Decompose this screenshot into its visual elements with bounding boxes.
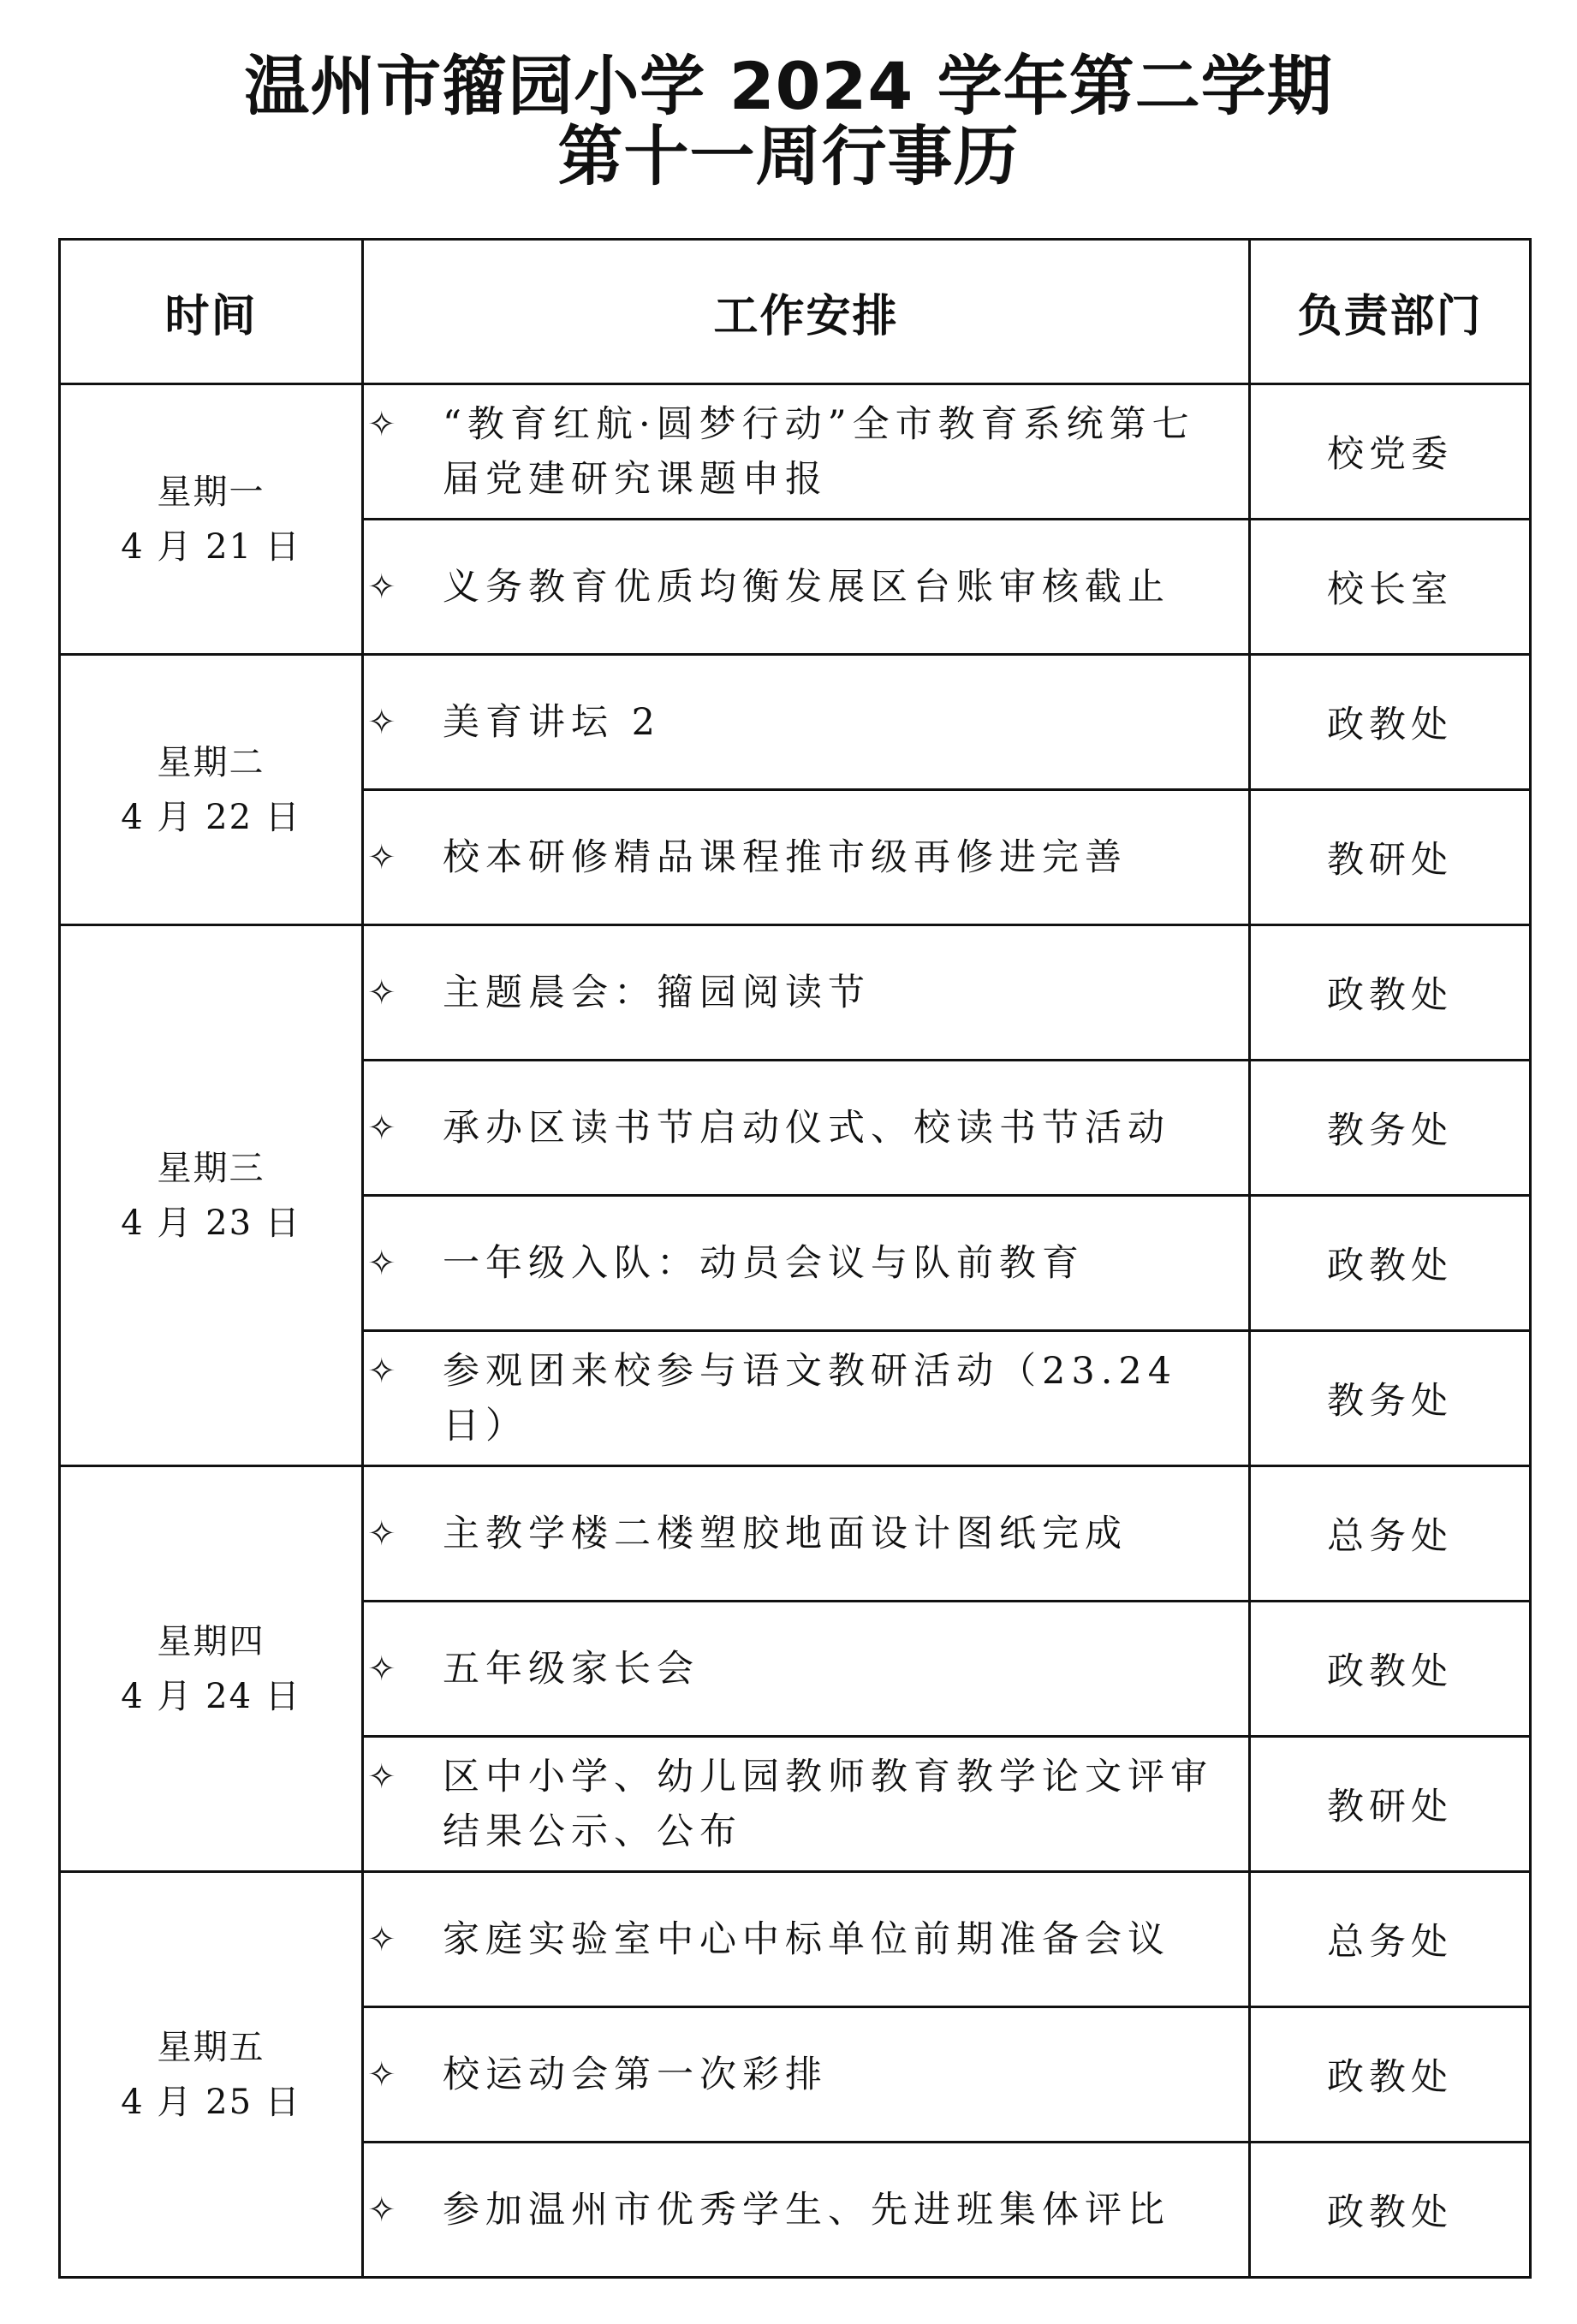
weekday-label: 星期四 <box>157 1621 265 1661</box>
weekday-label: 星期一 <box>157 472 265 512</box>
diamond-bullet-icon: ✧ <box>367 702 402 742</box>
diamond-bullet-icon: ✧ <box>367 1649 402 1689</box>
work-item-text: 主教学楼二楼塑胶地面设计图纸完成 <box>443 1512 1128 1555</box>
dept-cell: 政教处 <box>1250 2007 1531 2143</box>
work-item-text: “教育红航·圆梦行动”全市教育系统第七届党建研究课题申报 <box>443 402 1195 501</box>
work-item <box>363 1737 1250 1872</box>
diamond-bullet-icon: ✧ <box>367 972 402 1013</box>
day-cell-thursday <box>60 1466 363 1872</box>
header-dept: 负责部门 <box>1250 240 1531 384</box>
work-item-text: 主题晨会：籀园阅读节 <box>443 971 871 1014</box>
day-cell-wednesday <box>60 925 363 1466</box>
header-time: 时间 <box>60 240 363 384</box>
header-work: 工作安排 <box>363 240 1250 384</box>
day-cell-tuesday <box>60 655 363 925</box>
table-row <box>60 925 1531 1061</box>
page-title-line2: 第十一周行事历 <box>557 118 1020 194</box>
work-item <box>363 655 1250 790</box>
dept-cell: 总务处 <box>1250 1872 1531 2007</box>
date-label: 4 月 24 日 <box>121 1676 301 1716</box>
page-title-line1: 温州市籀园小学 2024 学年第二学期 <box>244 48 1333 124</box>
diamond-bullet-icon: ✧ <box>367 404 402 444</box>
work-item <box>363 1602 1250 1737</box>
table-row <box>60 655 1531 790</box>
day-cell-monday <box>60 384 363 655</box>
work-item-text: 美育讲坛 2 <box>443 700 662 744</box>
work-item <box>363 925 1250 1061</box>
dept-cell: 教务处 <box>1250 1061 1531 1196</box>
work-item-text: 参观团来校参与语文教研活动（23.24 日） <box>443 1349 1178 1447</box>
dept-cell: 教务处 <box>1250 1331 1531 1466</box>
dept-cell: 政教处 <box>1250 1602 1531 1737</box>
work-item <box>363 1061 1250 1196</box>
work-item-text: 校运动会第一次彩排 <box>443 2053 828 2096</box>
diamond-bullet-icon: ✧ <box>367 837 402 877</box>
dept-cell: 政教处 <box>1250 655 1531 790</box>
work-item-text: 校本研修精品课程推市级再修进完善 <box>443 835 1128 879</box>
work-item <box>363 520 1250 655</box>
dept-cell: 政教处 <box>1250 1196 1531 1331</box>
dept-cell: 政教处 <box>1250 925 1531 1061</box>
table-row <box>60 384 1531 520</box>
diamond-bullet-icon: ✧ <box>367 2190 402 2230</box>
work-item <box>363 1466 1250 1602</box>
work-item-text: 承办区读书节启动仪式、校读书节活动 <box>443 1106 1170 1150</box>
date-label: 4 月 23 日 <box>121 1203 301 1243</box>
diamond-bullet-icon: ✧ <box>367 1351 402 1391</box>
day-cell-friday <box>60 1872 363 2278</box>
date-label: 4 月 25 日 <box>121 2082 301 2122</box>
date-label: 4 月 21 日 <box>121 526 301 567</box>
dept-cell: 总务处 <box>1250 1466 1531 1602</box>
diamond-bullet-icon: ✧ <box>367 2054 402 2095</box>
work-item-text: 一年级入队：动员会议与队前教育 <box>443 1241 1085 1285</box>
dept-cell: 政教处 <box>1250 2143 1531 2278</box>
weekday-label: 星期五 <box>157 2027 265 2067</box>
work-item <box>363 1196 1250 1331</box>
date-label: 4 月 22 日 <box>121 797 301 837</box>
work-item <box>363 2007 1250 2143</box>
header-row <box>60 240 1531 384</box>
schedule-table <box>58 238 1532 2279</box>
table-row <box>60 1466 1531 1602</box>
diamond-bullet-icon: ✧ <box>367 1513 402 1554</box>
work-item <box>363 384 1250 520</box>
diamond-bullet-icon: ✧ <box>367 1243 402 1283</box>
work-item <box>363 1331 1250 1466</box>
work-item-text: 参加温州市优秀学生、先进班集体评比 <box>443 2188 1170 2232</box>
diamond-bullet-icon: ✧ <box>367 1919 402 1959</box>
dept-cell: 教研处 <box>1250 790 1531 925</box>
dept-cell: 校党委 <box>1250 384 1531 520</box>
weekday-label: 星期二 <box>157 742 265 782</box>
work-item <box>363 1872 1250 2007</box>
work-item <box>363 2143 1250 2278</box>
dept-cell: 校长室 <box>1250 520 1531 655</box>
work-item-text: 义务教育优质均衡发展区台账审核截止 <box>443 565 1170 609</box>
diamond-bullet-icon: ✧ <box>367 567 402 607</box>
work-item-text: 五年级家长会 <box>443 1647 699 1691</box>
work-item <box>363 790 1250 925</box>
diamond-bullet-icon: ✧ <box>367 1108 402 1148</box>
table-row <box>60 1872 1531 2007</box>
work-item-text: 区中小学、幼儿园教师教育教学论文评审结果公示、公布 <box>443 1755 1213 1853</box>
weekday-label: 星期三 <box>157 1148 265 1188</box>
work-item-text: 家庭实验室中心中标单位前期准备会议 <box>443 1917 1170 1961</box>
diamond-bullet-icon: ✧ <box>367 1756 402 1797</box>
dept-cell: 教研处 <box>1250 1737 1531 1872</box>
